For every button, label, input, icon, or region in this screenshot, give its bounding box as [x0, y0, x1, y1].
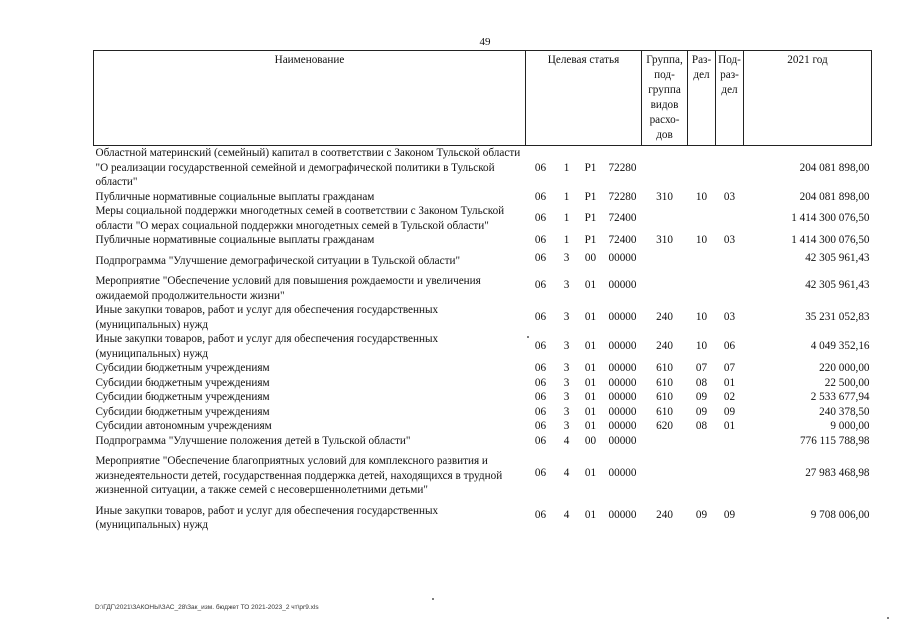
- target-code-program: 06: [534, 311, 547, 324]
- scan-speck: [887, 617, 889, 619]
- row-name: Субсидии бюджетным учреждениям: [95, 391, 270, 403]
- amount-2021: 204 081 898,00: [799, 161, 870, 174]
- row-name: Подпрограмма "Улучшение демографической ситуации в Тульской области": [95, 254, 461, 267]
- target-code-event: 01: [584, 466, 597, 479]
- target-code-subprogram: 1: [563, 190, 570, 203]
- header-year: 2021 год: [744, 51, 872, 146]
- table-row: [94, 361, 872, 376]
- target-code-program: 06: [534, 376, 547, 389]
- target-code-program: 06: [534, 508, 547, 521]
- table-row: [94, 419, 872, 434]
- target-code-event: P1: [584, 212, 597, 225]
- table-body: [94, 146, 872, 533]
- razdel-code: [688, 268, 716, 303]
- razdel-code: 10: [695, 190, 708, 203]
- row-name: Иные закупки товаров, работ и услуг для обеспечения государственных (муниципальных) нужд: [95, 504, 439, 531]
- podrazdel-code: 03: [723, 234, 736, 246]
- amount-2021: 776 115 788,98: [800, 434, 870, 447]
- target-code-direction: 00000: [608, 279, 637, 292]
- target-code-direction: 00000: [608, 391, 637, 403]
- target-code-direction: 00000: [608, 508, 637, 521]
- target-code-event: 01: [584, 362, 597, 374]
- row-name: Мероприятие "Обеспечение благоприятных условий для комплексного развития и жизнедеятельности детей, государственная поддержка детей, находящихся в трудной жизненной ситуации, а также семей с несовершеннолетними детьми": [95, 455, 503, 496]
- target-code-event: 01: [584, 420, 597, 432]
- amount-2021: 35 231 052,83: [805, 311, 870, 324]
- target-code-program: 06: [534, 161, 547, 174]
- target-code-program: 06: [534, 466, 547, 479]
- target-code-direction: 00000: [608, 362, 637, 374]
- target-code-subprogram: 1: [563, 212, 570, 225]
- target-code-event: 01: [584, 376, 597, 389]
- target-code-program: 06: [534, 405, 547, 418]
- amount-2021: 220 000,00: [819, 362, 870, 374]
- podrazdel-code: 03: [723, 190, 736, 203]
- page-number: 49: [479, 36, 491, 48]
- expense-group: [642, 448, 688, 498]
- table-row: [94, 303, 872, 332]
- target-code-direction: 00000: [608, 420, 637, 432]
- expense-group: 240: [656, 508, 673, 521]
- amount-2021: 1 414 300 076,50: [791, 212, 870, 225]
- amount-2021: 42 305 961,43: [805, 251, 870, 264]
- target-code-subprogram: 3: [563, 340, 570, 353]
- expense-group: [642, 204, 688, 233]
- table-row: [94, 146, 872, 190]
- target-code-event: P1: [584, 161, 597, 174]
- header-name: Наименование: [94, 51, 526, 146]
- table-row: [94, 248, 872, 269]
- target-code-subprogram: 3: [563, 251, 570, 264]
- file-path-footer: D:\ГДГ\2021\ЗАКОНЫ\ЗАС_28\Зак_изм. бюджет ТО 2021-2023_2 чт\pr9.xls: [95, 604, 319, 611]
- target-code-subprogram: 3: [563, 279, 570, 292]
- row-name: Субсидии автономным учреждениям: [95, 420, 272, 432]
- target-code-subprogram: 3: [563, 405, 570, 418]
- target-code-subprogram: 3: [563, 362, 570, 374]
- target-code-subprogram: 1: [563, 234, 570, 246]
- razdel-code: [688, 146, 716, 190]
- target-code-program: 06: [534, 391, 547, 403]
- budget-table: [93, 50, 872, 533]
- expense-group: 610: [656, 376, 673, 389]
- amount-2021: 9 708 006,00: [810, 508, 870, 521]
- target-code-event: P1: [584, 234, 597, 246]
- amount-2021: 240 378,50: [819, 405, 870, 418]
- podrazdel-code: [716, 434, 744, 449]
- podrazdel-code: [716, 248, 744, 269]
- expense-group: 610: [656, 362, 673, 374]
- razdel-code: 09: [695, 508, 708, 521]
- podrazdel-code: [716, 268, 744, 303]
- target-code-direction: 00000: [608, 251, 637, 264]
- podrazdel-code: 01: [723, 376, 736, 389]
- expense-group: 240: [656, 311, 673, 324]
- target-code-event: 01: [584, 391, 597, 403]
- table-header-row: [94, 51, 872, 146]
- amount-2021: 2 533 677,94: [810, 391, 870, 403]
- table-row: [94, 390, 872, 405]
- target-code-subprogram: 1: [563, 161, 570, 174]
- razdel-code: 10: [695, 311, 708, 324]
- expense-group: 240: [656, 340, 673, 353]
- razdel-code: 09: [695, 391, 708, 403]
- target-code-direction: 72280: [608, 190, 637, 203]
- razdel-code: 10: [695, 340, 708, 353]
- target-code-direction: 72280: [608, 161, 637, 174]
- target-code-event: 00: [584, 251, 597, 264]
- razdel-code: 08: [695, 376, 708, 389]
- target-code-subprogram: 4: [563, 466, 570, 479]
- podrazdel-code: 09: [723, 508, 736, 521]
- target-code-event: 01: [584, 340, 597, 353]
- table-row: [94, 233, 872, 248]
- podrazdel-code: 03: [723, 311, 736, 324]
- razdel-code: 08: [695, 420, 708, 432]
- podrazdel-code: 07: [723, 362, 736, 374]
- amount-2021: 1 414 300 076,50: [791, 234, 870, 246]
- header-target: Целевая статья: [526, 51, 642, 146]
- target-code-subprogram: 3: [563, 311, 570, 324]
- amount-2021: 9 000,00: [830, 420, 870, 432]
- table-row: [94, 448, 872, 498]
- target-code-direction: 72400: [608, 234, 637, 246]
- amount-2021: 27 983 468,98: [805, 466, 870, 479]
- target-code-program: 06: [534, 434, 547, 447]
- target-code-event: 01: [584, 311, 597, 324]
- expense-group: [642, 434, 688, 449]
- target-code-program: 06: [534, 279, 547, 292]
- target-code-subprogram: 4: [563, 508, 570, 521]
- razdel-code: 09: [695, 405, 708, 418]
- target-code-event: 01: [584, 279, 597, 292]
- table-row: [94, 204, 872, 233]
- target-code-direction: 00000: [608, 434, 637, 447]
- table-row: [94, 434, 872, 449]
- target-code-program: 06: [534, 340, 547, 353]
- row-name: Иные закупки товаров, работ и услуг для обеспечения государственных (муниципальных) нужд: [95, 304, 439, 331]
- amount-2021: 204 081 898,00: [799, 190, 870, 203]
- header-podrazdel: Под- раз- дел: [716, 51, 744, 146]
- target-code-program: 06: [534, 420, 547, 432]
- target-code-subprogram: 3: [563, 391, 570, 403]
- expense-group: 310: [656, 234, 673, 246]
- row-name: Мероприятие "Обеспечение условий для повышения рождаемости и увеличения ожидаемой продолжительности жизни": [95, 275, 481, 302]
- target-code-direction: 00000: [608, 466, 637, 479]
- target-code-program: 06: [534, 190, 547, 203]
- podrazdel-code: 06: [723, 340, 736, 353]
- target-code-program: 06: [534, 251, 547, 264]
- podrazdel-code: 01: [723, 420, 736, 432]
- table-row: [94, 268, 872, 303]
- row-name: Субсидии бюджетным учреждениям: [95, 376, 270, 389]
- scan-speck: [527, 336, 529, 338]
- target-code-direction: 00000: [608, 340, 637, 353]
- target-code-direction: 00000: [608, 405, 637, 418]
- expense-group: [642, 268, 688, 303]
- row-name: Меры социальной поддержки многодетных семей в соответствии с Законом Тульской области "О мерах социальной поддержки многодетных семей в Тульской области": [95, 205, 505, 232]
- expense-group: 310: [656, 190, 673, 203]
- razdel-code: [688, 248, 716, 269]
- table-row: [94, 376, 872, 391]
- amount-2021: 42 305 961,43: [805, 279, 870, 292]
- target-code-program: 06: [534, 212, 547, 225]
- row-name: Областной материнский (семейный) капитал в соответствии с Законом Тульской области "О реализации государственной семейной и демографической политики в Тульской области": [95, 147, 521, 188]
- target-code-program: 06: [534, 362, 547, 374]
- target-code-event: 00: [584, 434, 597, 447]
- table-row: [94, 498, 872, 533]
- razdel-code: [688, 204, 716, 233]
- header-group: Группа, под- группа видов расхо- дов: [642, 51, 688, 146]
- amount-2021: 4 049 352,16: [810, 340, 870, 353]
- target-code-subprogram: 3: [563, 376, 570, 389]
- header-razdel: Раз- дел: [688, 51, 716, 146]
- podrazdel-code: 02: [723, 391, 736, 403]
- row-name: Подпрограмма "Улучшение положения детей в Тульской области": [95, 434, 411, 447]
- row-name: Публичные нормативные социальные выплаты гражданам: [95, 190, 375, 203]
- razdel-code: 07: [695, 362, 708, 374]
- target-code-direction: 00000: [608, 311, 637, 324]
- podrazdel-code: [716, 146, 744, 190]
- table-row: [94, 405, 872, 420]
- expense-group: 610: [656, 391, 673, 403]
- table-row: [94, 332, 872, 361]
- row-name: Субсидии бюджетным учреждениям: [95, 405, 270, 418]
- row-name: Публичные нормативные социальные выплаты гражданам: [95, 234, 375, 246]
- target-code-direction: 00000: [608, 376, 637, 389]
- target-code-program: 06: [534, 234, 547, 246]
- row-name: Субсидии бюджетным учреждениям: [95, 362, 270, 374]
- expense-group: 610: [656, 405, 673, 418]
- target-code-subprogram: 3: [563, 420, 570, 432]
- target-code-event: 01: [584, 508, 597, 521]
- razdel-code: 10: [695, 234, 708, 246]
- podrazdel-code: [716, 448, 744, 498]
- target-code-event: P1: [584, 190, 597, 203]
- expense-group: [642, 146, 688, 190]
- table-row: [94, 190, 872, 205]
- razdel-code: [688, 448, 716, 498]
- scan-speck: [432, 598, 434, 600]
- expense-group: 620: [656, 420, 673, 432]
- target-code-subprogram: 4: [563, 434, 570, 447]
- target-code-event: 01: [584, 405, 597, 418]
- row-name: Иные закупки товаров, работ и услуг для обеспечения государственных (муниципальных) нужд: [95, 333, 439, 360]
- expense-group: [642, 248, 688, 269]
- amount-2021: 22 500,00: [824, 376, 870, 389]
- target-code-direction: 72400: [608, 212, 637, 225]
- podrazdel-code: [716, 204, 744, 233]
- podrazdel-code: 09: [723, 405, 736, 418]
- razdel-code: [688, 434, 716, 449]
